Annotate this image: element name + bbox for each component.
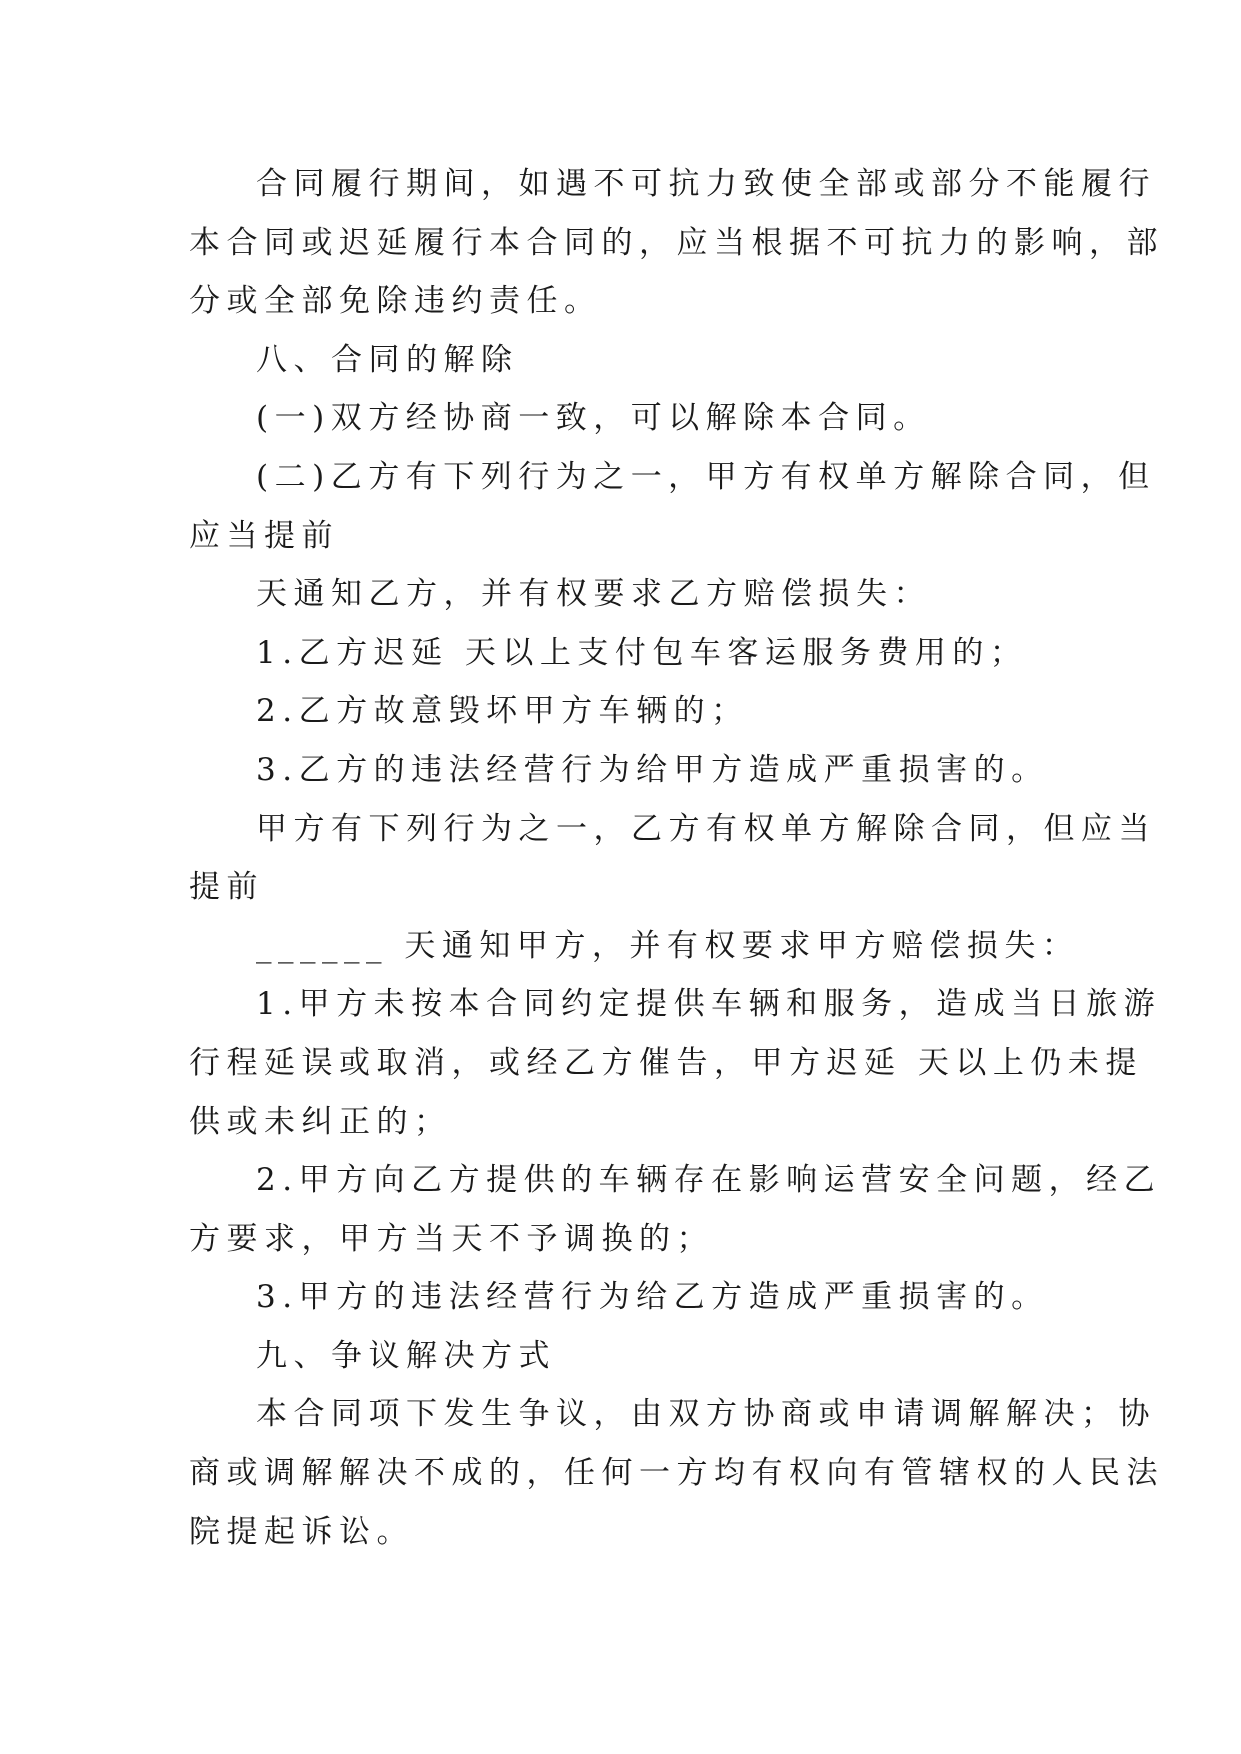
- document-line: 天通知乙方，并有权要求乙方赔偿损失：: [256, 576, 931, 613]
- document-line: 合同履行期间，如遇不可抗力致使全部或部分不能履行: [256, 166, 1156, 202]
- document-line: 分或全部免除违约责任。: [189, 283, 602, 320]
- document-line: 2.乙方故意毁坏甲方车辆的；: [256, 693, 749, 730]
- document-line: 1.甲方未按本合同约定提供车辆和服务，造成当日旅游: [256, 986, 1162, 1023]
- document-line: 3.甲方的违法经营行为给乙方造成严重损害的。: [256, 1279, 1049, 1316]
- document-line: 2.甲方向乙方提供的车辆存在影响运营安全问题，经乙: [256, 1162, 1162, 1199]
- document-line: 甲方有下列行为之一，乙方有权单方解除合同，但应当: [256, 810, 1156, 847]
- document-line: 八、合同的解除: [256, 341, 519, 378]
- document-line: 本合同或迟延履行本合同的，应当根据不可抗力的影响，部: [189, 224, 1164, 261]
- document-line: 九、争议解决方式: [256, 1337, 556, 1374]
- document-line: 商或调解解决不成的，任何一方均有权向有管辖权的人民法: [189, 1455, 1164, 1492]
- document-line: 本合同项下发生争议，由双方协商或申请调解解决；协: [256, 1396, 1156, 1433]
- document-line: (二)乙方有下列行为之一，甲方有权单方解除合同，但: [256, 458, 1156, 495]
- document-line: 1.乙方迟延 天以上支付包车客运服务费用的；: [256, 634, 1028, 671]
- document-line: ______ 天通知甲方，并有权要求甲方赔偿损失：: [256, 927, 1080, 964]
- document-line: 3.乙方的违法经营行为给甲方造成严重损害的。: [256, 751, 1049, 788]
- document-line: 行程延误或取消，或经乙方催告，甲方迟延 天以上仍未提: [189, 1044, 1143, 1081]
- document-line: 院提起诉讼。: [189, 1513, 414, 1550]
- document-body: [189, 155, 1164, 1561]
- document-line: 应当提前: [189, 517, 339, 554]
- document-line: (一)双方经协商一致，可以解除本合同。: [256, 400, 931, 437]
- document-line: 方要求，甲方当天不予调换的；: [189, 1220, 714, 1257]
- document-line: 供或未纠正的；: [189, 1103, 452, 1140]
- document-line: 提前: [189, 869, 264, 906]
